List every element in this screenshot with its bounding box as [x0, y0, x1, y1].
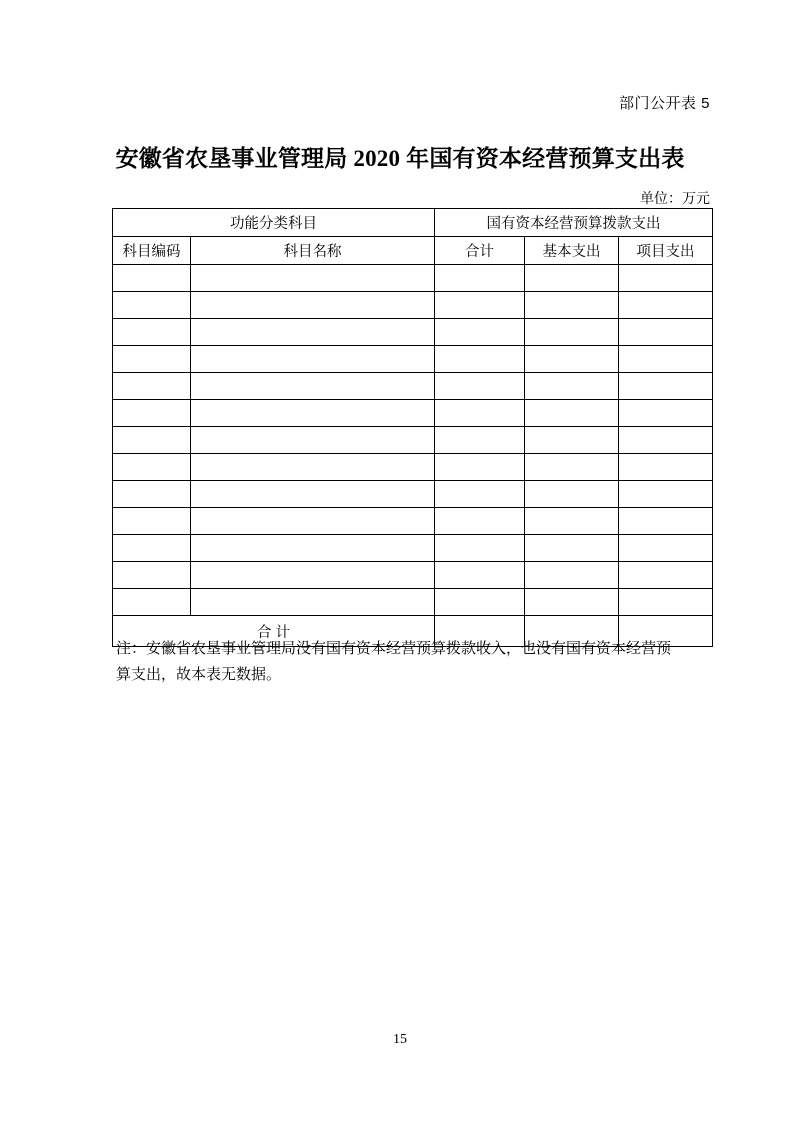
cell-subject-name — [191, 319, 435, 346]
cell-total — [435, 346, 525, 373]
table-row — [113, 427, 713, 454]
cell-project — [619, 508, 713, 535]
cell-subject-code — [113, 427, 191, 454]
table-group-header-row — [113, 209, 713, 237]
cell-project — [619, 400, 713, 427]
cell-project — [619, 373, 713, 400]
form-series-label: 部门公开表 5 — [618, 95, 710, 112]
total-row-label: 合 计 — [113, 616, 435, 647]
cell-project — [619, 346, 713, 373]
table-row — [113, 373, 713, 400]
cell-total — [435, 535, 525, 562]
table-row — [113, 400, 713, 427]
unit-label: 单位：万元 — [640, 190, 710, 206]
cell-project — [619, 292, 713, 319]
group-header-state-capital-expenditure: 国有资本经营预算拨款支出 — [435, 209, 713, 237]
cell-project — [619, 454, 713, 481]
cell-project — [619, 562, 713, 589]
cell-subject-name — [191, 589, 435, 616]
cell-basic — [525, 292, 619, 319]
cell-total — [435, 589, 525, 616]
budget-table — [112, 208, 713, 647]
column-header-basic-expenditure: 基本支出 — [525, 237, 619, 265]
cell-total — [435, 427, 525, 454]
cell-total — [435, 265, 525, 292]
cell-subject-code — [113, 265, 191, 292]
table-row — [113, 481, 713, 508]
table-row — [113, 319, 713, 346]
cell-total — [435, 373, 525, 400]
column-header-project-expenditure: 项目支出 — [619, 237, 713, 265]
cell-basic — [525, 535, 619, 562]
cell-project — [619, 589, 713, 616]
table-row — [113, 346, 713, 373]
cell-subject-code — [113, 400, 191, 427]
page-number: 15 — [393, 1032, 407, 1047]
cell-subject-code — [113, 373, 191, 400]
cell-basic — [525, 562, 619, 589]
cell-total — [435, 508, 525, 535]
column-header-total: 合计 — [435, 237, 525, 265]
cell-subject-name — [191, 481, 435, 508]
cell-project — [619, 535, 713, 562]
table-row — [113, 562, 713, 589]
cell-subject-name — [191, 400, 435, 427]
note-line-1: 注：安徽省农垦事业管理局没有国有资本经营预算拨款收入，也没有国有资本经营预 — [116, 640, 672, 657]
cell-subject-name — [191, 562, 435, 589]
table-note — [116, 636, 716, 688]
column-header-subject-name: 科目名称 — [191, 237, 435, 265]
cell-subject-name — [191, 454, 435, 481]
cell-subject-code — [113, 562, 191, 589]
cell-basic — [525, 481, 619, 508]
cell-project — [619, 427, 713, 454]
cell-project — [619, 265, 713, 292]
cell-basic — [525, 373, 619, 400]
cell-subject-code — [113, 319, 191, 346]
cell-total — [435, 562, 525, 589]
cell-basic — [525, 400, 619, 427]
table-body — [113, 265, 713, 647]
cell-subject-name — [191, 373, 435, 400]
cell-total — [435, 454, 525, 481]
cell-subject-code — [113, 292, 191, 319]
table-row — [113, 508, 713, 535]
cell-basic — [525, 508, 619, 535]
table-row — [113, 535, 713, 562]
cell-subject-code — [113, 589, 191, 616]
cell-subject-name — [191, 292, 435, 319]
cell-subject-name — [191, 265, 435, 292]
table-row — [113, 292, 713, 319]
cell-subject-code — [113, 454, 191, 481]
cell-project — [619, 319, 713, 346]
cell-subject-name — [191, 346, 435, 373]
cell-total — [435, 400, 525, 427]
cell-subject-code — [113, 481, 191, 508]
note-line-2: 算支出，故本表无数据。 — [116, 666, 282, 683]
group-header-function-category: 功能分类科目 — [113, 209, 435, 237]
table-column-header-row — [113, 237, 713, 265]
cell-basic — [525, 427, 619, 454]
table-row — [113, 265, 713, 292]
cell-basic — [525, 319, 619, 346]
cell-basic — [525, 454, 619, 481]
cell-project — [619, 481, 713, 508]
cell-total — [435, 292, 525, 319]
cell-subject-name — [191, 427, 435, 454]
cell-subject-code — [113, 346, 191, 373]
cell-subject-code — [113, 508, 191, 535]
column-header-subject-code: 科目编码 — [113, 237, 191, 265]
cell-basic — [525, 589, 619, 616]
cell-total — [435, 481, 525, 508]
cell-basic — [525, 346, 619, 373]
table-row — [113, 454, 713, 481]
cell-subject-name — [191, 535, 435, 562]
cell-subject-code — [113, 535, 191, 562]
cell-subject-name — [191, 508, 435, 535]
table-row — [113, 589, 713, 616]
cell-basic — [525, 265, 619, 292]
cell-total — [435, 319, 525, 346]
page-title: 安徽省农垦事业管理局 2020 年国有资本经营预算支出表 — [115, 146, 685, 171]
